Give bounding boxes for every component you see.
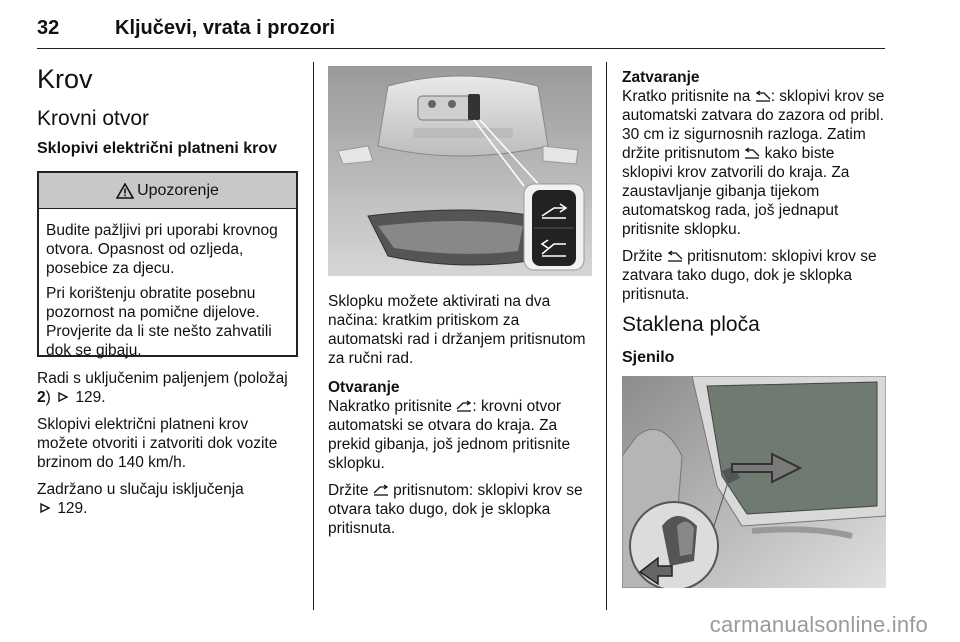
- roof-open-icon: [373, 484, 389, 496]
- header-rule: [37, 48, 885, 49]
- paragraph-open-hold: Držite pritisnutom: sklopivi krov se otvara tako dugo, dok je sklopka pritisnuta.: [328, 482, 583, 537]
- roof-switch-illustration: [328, 66, 592, 276]
- warning-header: [39, 173, 296, 209]
- page-ref-arrow-icon: [55, 391, 71, 403]
- paragraph-speed: Sklopivi električni platneni krov možete otvoriti i zatvoriti dok vozite brzinom do 140 km/h.: [37, 416, 278, 471]
- column-divider-2: [606, 62, 607, 610]
- column-divider-1: [313, 62, 314, 610]
- roof-close-icon: [744, 147, 760, 159]
- console-button-icon: [448, 100, 456, 108]
- roof-close-icon: [667, 250, 683, 262]
- sunshade-illustration: [622, 376, 886, 588]
- section-title: Krov: [37, 64, 93, 94]
- paragraph-retained-ref: 129.: [37, 499, 299, 518]
- warning-title: Upozorenje: [137, 181, 219, 199]
- paragraph-open-short: Nakratko pritisnite : krovni otvor automatski se otvara do kraja. Za prekid gibanja, još jednom pritisnite sklopku.: [328, 398, 571, 472]
- roof-close-icon: [755, 90, 771, 102]
- warning-paragraph-1: Budite pažljivi pri uporabi krovnog otvora. Opasnost od ozljeda, posebice za djecu.: [46, 222, 278, 277]
- paragraph-retained: Zadržano u slučaju isključenja: [37, 481, 244, 498]
- heading-closing: Zatvaranje: [622, 69, 700, 86]
- page-ref-arrow-icon: [37, 502, 53, 514]
- topic-sunshade: Sjenilo: [622, 349, 675, 366]
- paragraph-activation: Sklopku možete aktivirati na dva načina: kratkim pritiskom za automatski rad i držanjem pritisnutom za ručni rad.: [328, 293, 586, 367]
- topic-title: Sklopivi električni platneni krov: [37, 140, 278, 157]
- watermark: carmanualsonline.info: [709, 612, 928, 637]
- paragraph-ignition: Radi s uključenim paljenjem (položaj 2) 129.: [37, 370, 288, 406]
- roof-open-icon: [456, 400, 472, 412]
- warning-paragraph-2: Pri korištenju obratite posebnu pozornost na pomične dijelove. Provjerite da li ste nešto zahvatili dok se gibaju.: [46, 285, 272, 359]
- subsection-glass-panel: Staklena ploča: [622, 313, 760, 336]
- paragraph-close-short: Kratko pritisnite na : sklopivi krov se automatski zatvara do zazora od pribl. 30 cm iz sigurnosnih razloga. Zatim držite pritisnutom kako biste sklopivi krov zatvorili do kraja. Za zaustavljanje gibanja tijekom automatskog rada, još jednaput pritisnite sklopku.: [622, 88, 885, 238]
- warning-triangle-icon: [116, 183, 134, 199]
- page-number: 32: [37, 17, 60, 39]
- subsection-title: Krovni otvor: [37, 107, 150, 130]
- heading-opening: Otvaranje: [328, 379, 400, 396]
- console-button-icon: [428, 100, 436, 108]
- roof-switch-small: [468, 94, 480, 120]
- paragraph-close-hold: Držite pritisnutom: sklopivi krov se zatvara tako dugo, dok je sklopka pritisnuta.: [622, 248, 877, 303]
- chapter-title: Ključevi, vrata i prozori: [115, 17, 336, 39]
- warning-box: [37, 171, 298, 357]
